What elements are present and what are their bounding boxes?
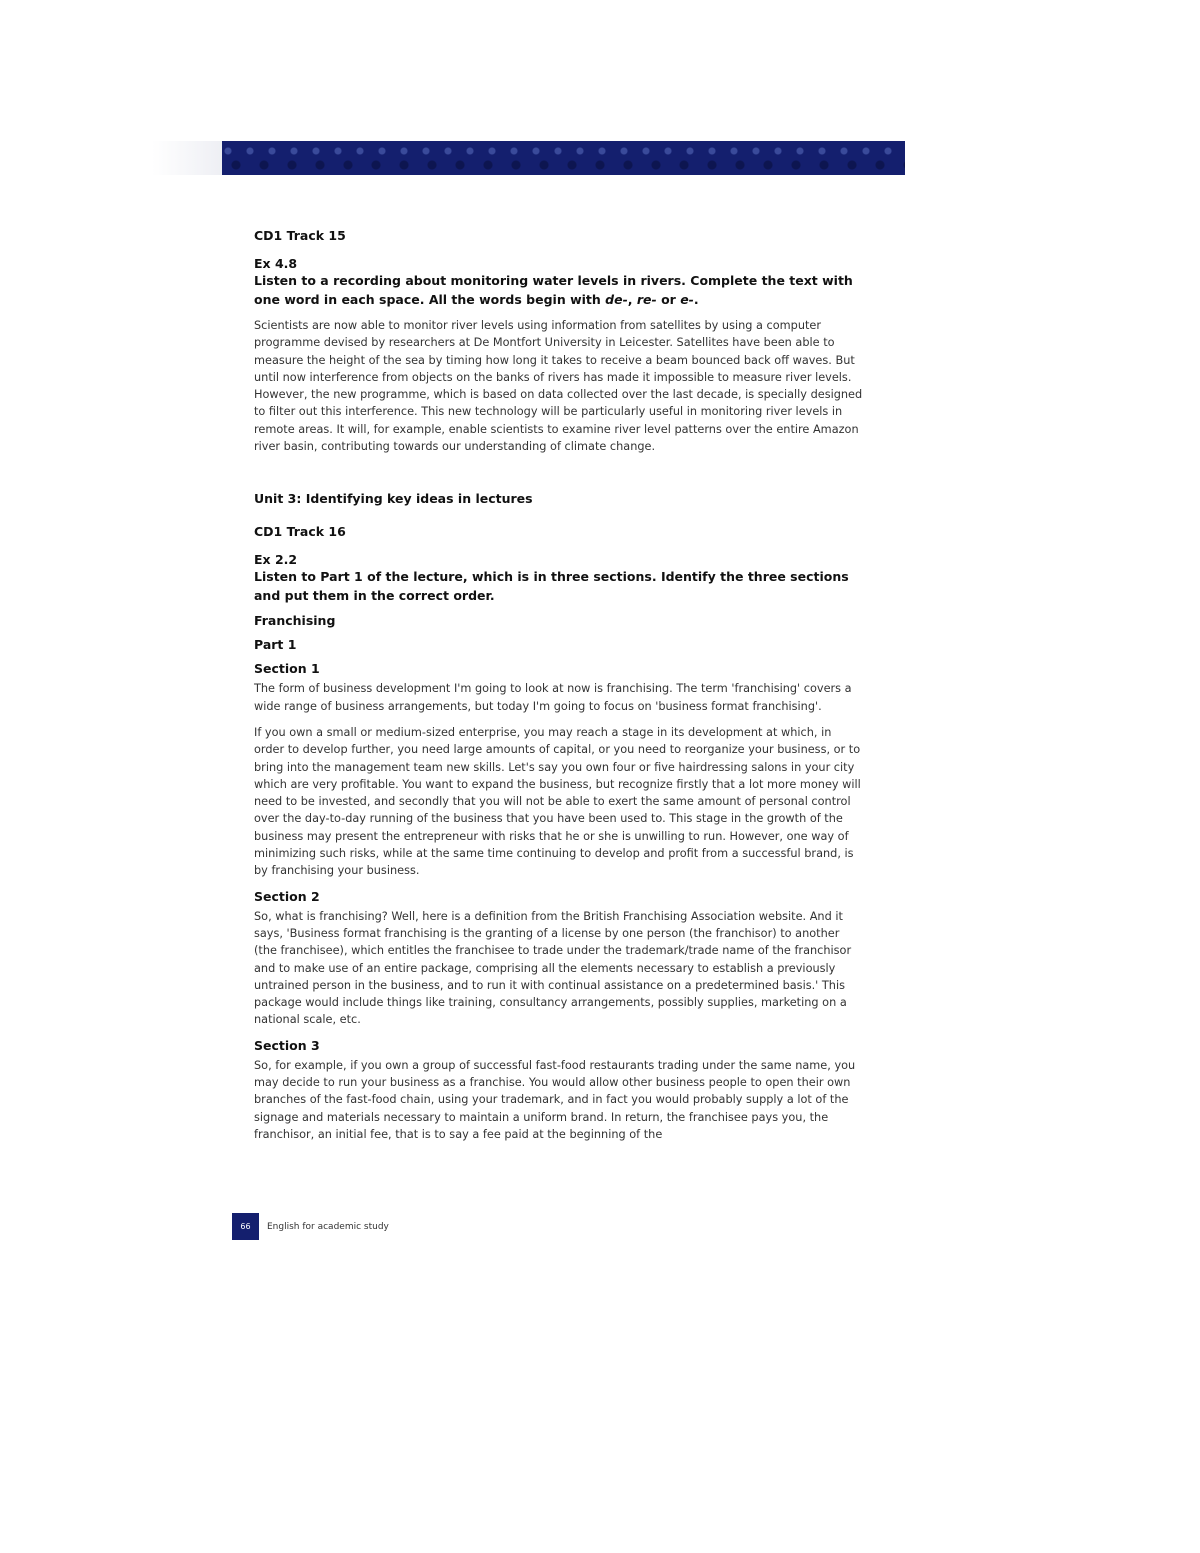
section-3-heading: Section 3	[254, 1037, 320, 1053]
track-label-15: CD1 Track 15	[254, 228, 346, 243]
exercise-label-2-2: Ex 2.2	[254, 552, 298, 568]
prefix-e: e-	[680, 292, 694, 307]
header-banner	[222, 141, 905, 175]
page-footer	[232, 1213, 389, 1240]
exercise-text-4-8: Scientists are now able to monitor river levels using information from satellites by using a computer programme devised by researchers at De Montfort University in Leicester. Satellites have been able to measure the height of the sea by timing how long it takes to receive a beam bounced back off waves. But until now interference from objects on the banks of rivers has made it impossible to measure river levels. However, the new programme, which is based on data collected over the last decade, is specially designed to filter out this interference. This new technology will be particularly useful in monitoring river levels in remote areas. It will, for example, enable scientists to examine river level patterns over the entire Amazon river basin, contributing towards our understanding of climate change.	[254, 319, 863, 454]
book-title: English for academic study	[267, 1221, 389, 1232]
page-content	[254, 228, 864, 1152]
section-2-heading: Section 2	[254, 888, 320, 904]
section-1-paragraph-1: The form of business development I'm going to look at now is franchising. The term 'franchising' covers a wide range of business arrangements, but today I'm going to focus on 'business format franchising'.	[254, 682, 852, 713]
exercise-label-4-8: Ex 4.8	[254, 256, 298, 271]
lecture-part: Part 1	[254, 637, 297, 653]
prefix-re: re-	[636, 292, 657, 307]
page-number: 66	[232, 1213, 259, 1240]
prefix-de: de-	[605, 292, 628, 307]
exercise-instruction-2-2: Listen to Part 1 of the lecture, which is in three sections. Identify the three sections and put them in the correct order.	[254, 569, 849, 604]
lecture-topic: Franchising	[254, 613, 336, 629]
track-label-16: CD1 Track 16	[254, 524, 346, 540]
section-1-paragraph-2: If you own a small or medium-sized enterprise, you may reach a stage in its development at which, in order to develop further, you need large amounts of capital, or you need to reorganize your business, or to bring into the management team new skills. Let's say you own four or five hairdressing salons in your city which are very profitable. You want to expand the business, but recognize firstly that a lot more money will need to be invested, and secondly that you will not be able to exert the same amount of personal control over the day-to-day running of the business that you have been used to. This stage in the growth of the business may present the entrepreneur with risks that he or she is unwilling to run. However, one way of minimizing such risks, while at the same time continuing to develop and profit from a successful brand, is by franchising your business.	[254, 725, 861, 878]
exercise-instruction-4-8: Listen to a recording about monitoring water levels in rivers. Complete the text with one word in each space. All the words begin with de-, re- or e-.	[254, 273, 853, 307]
section-3-paragraph-1: So, for example, if you own a group of successful fast-food restaurants trading under the same name, you may decide to run your business as a franchise. You would allow other business people to open their own branches of the fast-food chain, using your trademark, and in fact you would probably supply a lot of the signage and materials necessary to maintain a uniform brand. In return, the franchisee pays you, the franchisor, an initial fee, that is to say a fee paid at the beginning of the	[254, 1058, 856, 1141]
section-1-heading: Section 1	[254, 661, 320, 677]
header-bar-fade	[152, 141, 222, 175]
section-2-paragraph-1: So, what is franchising? Well, here is a definition from the British Franchising Association website. And it says, 'Business format franchising is the granting of a license by one person (the franchisor) to another (the franchisee), which entitles the franchisee to trade under the trademark/trade name of the franchisor and to make use of an entire package, comprising all the elements necessary to establish a previously untrained person in the business, and to run it with continual assistance on a predetermined basis.' This package would include things like training, consultancy arrangements, possibly supplies, marketing on a national scale, etc.	[254, 909, 852, 1027]
unit-heading: Unit 3: Identifying key ideas in lectures	[254, 491, 533, 507]
